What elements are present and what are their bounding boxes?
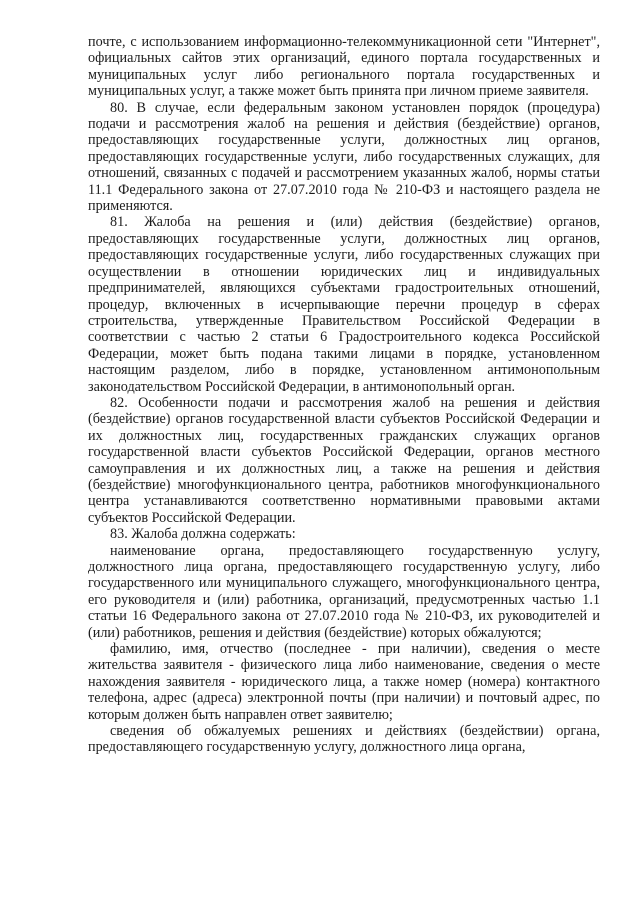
paragraph-80: 80. В случае, если федеральным законом установлен порядок (процедура) подачи и рассмотрения жалоб на решения и действия (бездействие) органов, предоставляющих государственные услуги, должностных лиц органов, предоставляющих государственные услуги, либо государственных служащих, для отношений, связанных с подачей и рассмотрением указанных жалоб, нормы статьи 11.1 Федерального закона от 27.07.2010 года № 210-ФЗ и настоящего раздела не применяются. — [88, 99, 600, 215]
paragraph-continuation: почте, с использованием информационно-телекоммуникационной сети "Интернет", официальных сайтов этих организаций, единого портала государственных и муниципальных услуг либо регионального портала государственных и муниципальных услуг, а также может быть принята при личном приеме заявителя. — [88, 34, 600, 100]
document-page — [88, 34, 600, 756]
paragraph-83-item-name: наименование органа, предоставляющего государственную услугу, должностного лица органа, предоставляющего государственную услугу, либо государственного или муниципального служащего, многофункционального центра, его руководителя и (или) работника, организаций, предусмотренных частью 1.1 статьи 16 Федерального закона от 27.07.2010 года № 210-ФЗ, их руководителей и (или) работников, решения и действия (бездействие) которых обжалуются; — [88, 542, 600, 641]
paragraph-81: 81. Жалоба на решения и (или) действия (бездействие) органов, предоставляющих государственные услуги, должностных лиц органов, предоставляющих государственные услуги, либо государственных служащих при осуществлении в отношении юридических лиц и индивидуальных предпринимателей, являющихся субъектами градостроительных отношений, процедур, включенных в исчерпывающие перечни процедур в сферах строительства, утвержденные Правительством Российской Федерации в соответствии с частью 2 статьи 6 Градостроительного кодекса Российской Федерации, может быть подана такими лицами в порядке, установленном настоящим разделом, либо в порядке, установленном антимонопольным законодательством Российской Федерации, в антимонопольный орган. — [88, 214, 600, 395]
paragraph-82: 82. Особенности подачи и рассмотрения жалоб на решения и действия (бездействие) органов государственной власти субъектов Российской Федерации и их должностных лиц, государственных гражданских служащих органов государственной власти субъектов Российской Федерации, органов местного самоуправления и их должностных лиц, а также на решения и действия (бездействие) многофункционального центра, работников многофункционального центра устанавливаются соответственно нормативными правовыми актами субъектов Российской Федерации. — [88, 394, 600, 526]
paragraph-83-item-decisions: сведения об обжалуемых решениях и действиях (бездействии) органа, предоставляющего государственную услугу, должностного лица органа, — [88, 723, 600, 756]
paragraph-83: 83. Жалоба должна содержать: — [110, 526, 296, 543]
paragraph-83-item-applicant: фамилию, имя, отчество (последнее - при наличии), сведения о месте жительства заявителя - физического лица либо наименование, сведения о месте нахождения заявителя - юридического лица, а также номер (номера) контактного телефона, адрес (адреса) электронной почты (при наличии) и почтовый адрес, по которым должен быть направлен ответ заявителю; — [88, 641, 600, 723]
